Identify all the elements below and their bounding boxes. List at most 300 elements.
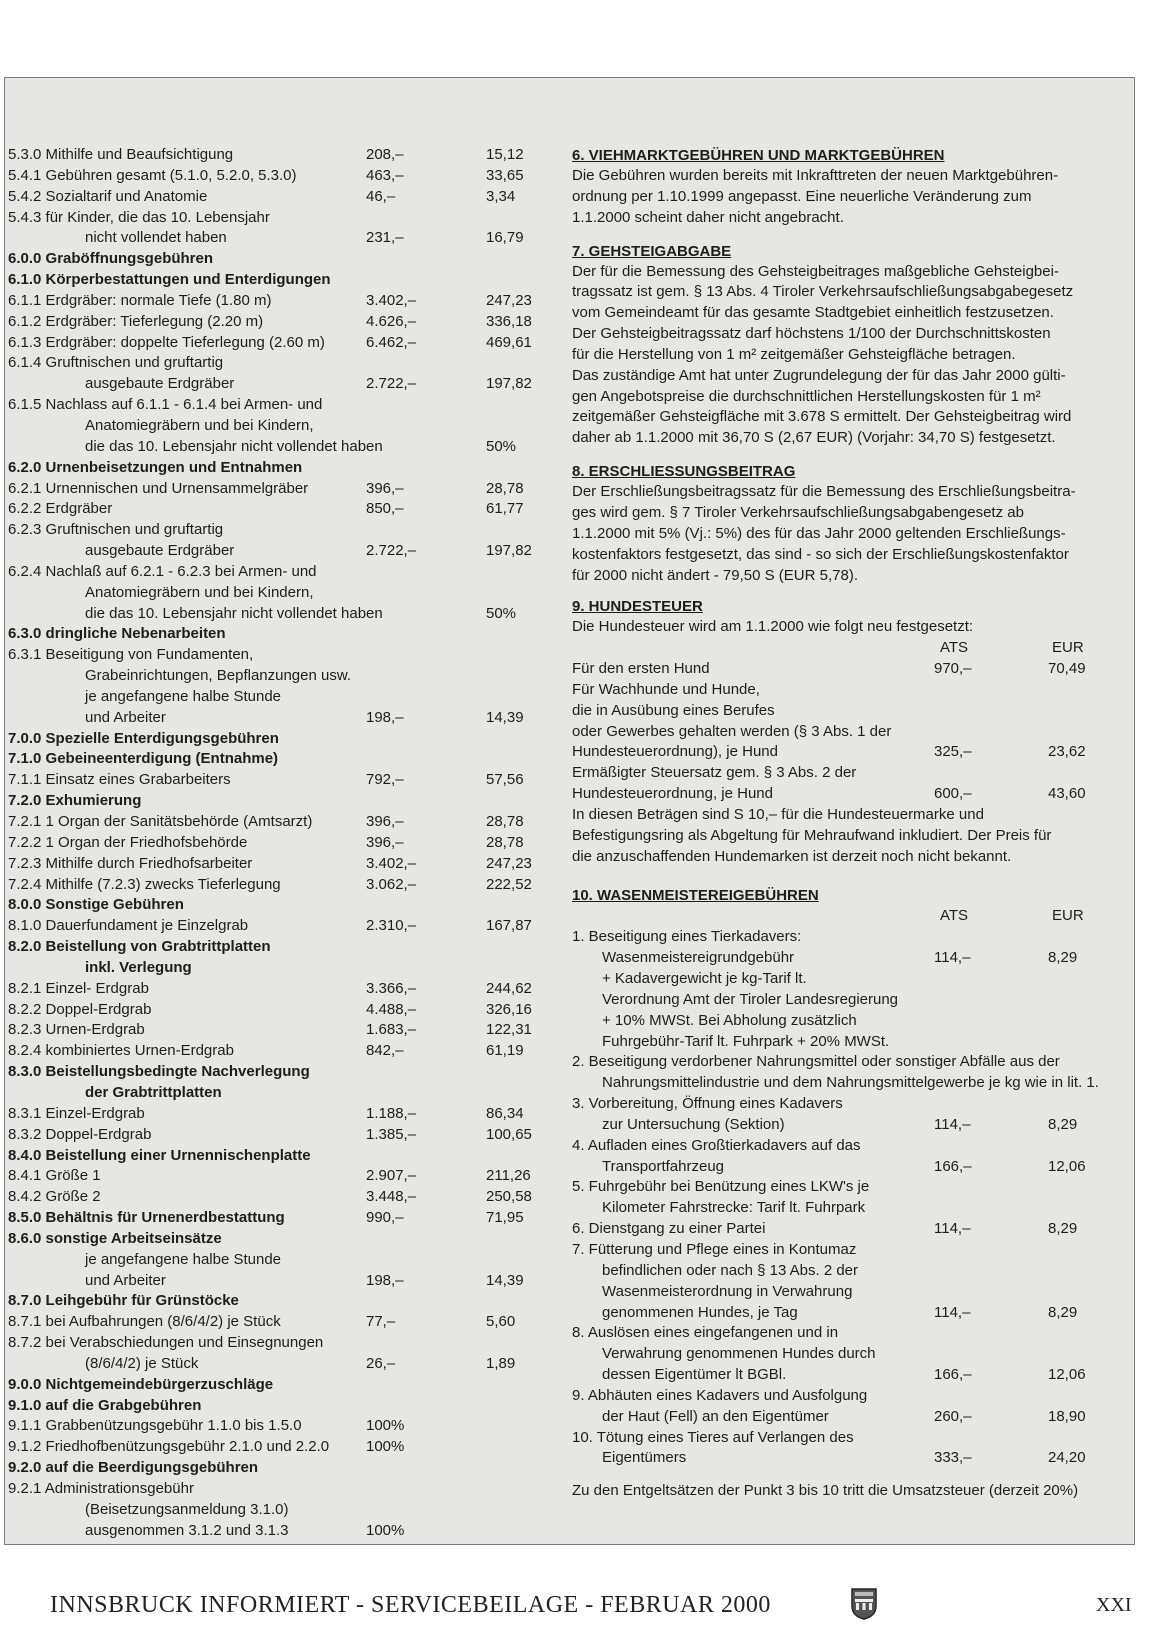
item-description: Verwahrung genommenen Hundes durch <box>602 1345 876 1363</box>
item-description: Für den ersten Hund <box>572 660 710 678</box>
section-8-line: 1.1.2000 mit 5% (Vj.: 5%) des für das Jahr 2000 geltenden Erschließungs- <box>572 524 1066 542</box>
section-7-line: vom Gemeindeamt für das gesamte Stadtgebiet einheitlich festzusetzen. <box>572 304 1054 322</box>
item-description: + 10% MWSt. Bei Abholung zusätzlich <box>602 1011 857 1029</box>
table-row <box>8 937 548 958</box>
item-description: 5.4.2 Sozialtarif und Anatomie <box>8 187 208 205</box>
item-description: je angefangene halbe Stunde <box>85 687 282 705</box>
section-heading-7: 7. GEHSTEIGABGABE <box>572 242 732 260</box>
section-10-footnote: Zu den Entgeltsätzen der Punkt 3 bis 10 tritt die Umsatzsteuer (derzeit 20%) <box>572 1482 1079 1500</box>
amount-ats: 4.488,– <box>366 1000 417 1018</box>
item-description: 6.1.2 Erdgräber: Tieferlegung (2.20 m) <box>8 312 264 330</box>
item-description: 8.6.0 sonstige Arbeitseinsätze <box>8 1229 222 1247</box>
table-row <box>572 1136 1120 1157</box>
item-description: und Arbeiter <box>85 708 166 726</box>
table-row <box>572 1115 1120 1136</box>
table-row <box>572 742 1120 763</box>
col-ats-label: ATS <box>940 907 969 925</box>
table-row <box>8 374 548 395</box>
item-description: befindlichen oder nach § 13 Abs. 2 der <box>602 1261 859 1279</box>
item-description: 8.1.0 Dauerfundament je Einzelgrab <box>8 917 249 935</box>
table-row <box>572 1282 1120 1303</box>
table-row <box>8 1291 548 1312</box>
item-description: ausgenommen 3.1.2 und 3.1.3 <box>85 1521 289 1539</box>
table-row <box>8 1271 548 1292</box>
amount-ats: 198,– <box>366 708 404 726</box>
table-row <box>572 680 1120 701</box>
item-description: 8.3.2 Doppel-Erdgrab <box>8 1125 152 1143</box>
item-description: die das 10. Lebensjahr nicht vollendet haben <box>85 604 383 622</box>
section-8-line: für 2000 nicht ändert - 79,50 S (EUR 5,78). <box>572 566 858 584</box>
amount-ats: 114,– <box>934 1220 971 1238</box>
table-row <box>8 645 548 666</box>
amount-eur: 100,65 <box>486 1125 532 1143</box>
item-description: Verordnung Amt der Tiroler Landesregierung <box>602 990 899 1008</box>
item-description: 9.1.0 auf die Grabgebühren <box>8 1396 202 1414</box>
amount-eur: 336,18 <box>486 312 532 330</box>
item-description: 6.3.1 Beseitigung von Fundamenten, <box>8 646 254 664</box>
item-description: 5.4.1 Gebühren gesamt (5.1.0, 5.2.0, 5.3.0) <box>8 166 297 184</box>
table-row <box>8 1041 548 1062</box>
innsbruck-crest-icon <box>850 1586 878 1620</box>
item-description: 6.0.0 Graböffnungsgebühren <box>8 250 214 268</box>
amount-ats: 792,– <box>366 771 404 789</box>
table-row <box>8 1187 548 1208</box>
item-description: Fuhrgebühr-Tarif lt. Fuhrpark + 20% MWSt. <box>602 1032 890 1050</box>
amount-eur: 28,78 <box>486 833 524 851</box>
amount-ats: 600,– <box>934 785 972 803</box>
item-description: + Kadavergewicht je kg-Tarif lt. <box>602 970 807 987</box>
item-description: Hundesteuerordnung, je Hund <box>572 785 773 803</box>
amount-eur: 61,19 <box>486 1042 524 1060</box>
amount-ats: 1.683,– <box>366 1021 417 1039</box>
table-row <box>8 208 548 229</box>
amount-eur: 197,82 <box>486 375 532 393</box>
table-row <box>8 520 548 541</box>
item-description: Grabeinrichtungen, Bepflanzungen usw. <box>85 667 352 685</box>
amount-ats: 114,– <box>934 1303 971 1321</box>
section-9-note: Befestigungsring als Abgeltung für Mehraufwand inkludiert. Der Preis für <box>572 826 1052 844</box>
item-description: 6.2.2 Erdgräber <box>8 500 113 518</box>
table-row <box>8 228 548 249</box>
amount-eur: 23,62 <box>1048 743 1086 761</box>
table-row <box>572 1407 1120 1428</box>
item-description: 2. Beseitigung verdorbener Nahrungsmittel oder sonstiger Abfälle aus der <box>572 1053 1060 1071</box>
amount-ats: 3.062,– <box>366 875 417 893</box>
amount-eur: 8,29 <box>1048 1220 1078 1238</box>
table-row <box>8 895 548 916</box>
amount-ats: 77,– <box>366 1313 396 1331</box>
item-description: Transportfahrzeug <box>602 1157 725 1175</box>
table-row <box>572 1032 1120 1053</box>
table-row <box>572 1323 1120 1344</box>
table-row <box>8 1521 548 1542</box>
amount-ats: 198,– <box>366 1271 404 1289</box>
section-7-line: gen Angebotspreise die durchschnittlichen Herstellungskosten für 1 m² <box>572 387 1041 405</box>
table-row <box>8 187 548 208</box>
item-description: ausgebaute Erdgräber <box>85 542 235 560</box>
amount-eur: 222,52 <box>486 875 532 893</box>
item-description: 8.4.0 Beistellung einer Urnennischenplatte <box>8 1146 311 1164</box>
amount-ats: 842,– <box>366 1042 404 1060</box>
table-row <box>8 1416 548 1437</box>
table-row <box>572 1094 1120 1115</box>
amount-eur: 3,34 <box>486 187 516 205</box>
item-description: 9.2.0 auf die Beerdigungsgebühren <box>8 1459 259 1477</box>
amount-eur: 33,65 <box>486 166 524 184</box>
amount-eur: 70,49 <box>1048 660 1086 678</box>
item-description: Nahrungsmittelindustrie und dem Nahrungsmittelgewerbe je kg wie in lit. 1. <box>602 1074 1099 1092</box>
amount-ats: 3.402,– <box>366 854 417 872</box>
table-header <box>572 906 1120 927</box>
amount-eur: 5,60 <box>486 1313 516 1331</box>
table-row <box>572 1219 1120 1240</box>
item-description: 6.2.1 Urnennischen und Urnensammelgräber <box>8 479 309 497</box>
item-description: der Grabtrittplatten <box>85 1083 222 1101</box>
item-description: 8.2.4 kombiniertes Urnen-Erdgrab <box>8 1042 234 1060</box>
amount-ats: 990,– <box>366 1209 404 1227</box>
item-description: 8.2.2 Doppel-Erdgrab <box>8 1000 152 1018</box>
item-description: 8.2.0 Beistellung von Grabtrittplatten <box>8 938 271 956</box>
table-row <box>572 1177 1120 1198</box>
amount-ats: 2.907,– <box>366 1167 417 1185</box>
item-description: die in Ausübung eines Berufes <box>572 701 775 719</box>
amount-eur: 250,58 <box>486 1188 532 1206</box>
item-description: 6. Dienstgang zu einer Partei <box>572 1220 766 1238</box>
amount-ats: 396,– <box>366 813 404 830</box>
table-row <box>8 770 548 791</box>
item-description: 9.2.1 Administrationsgebühr <box>8 1480 194 1497</box>
table-row <box>572 1386 1120 1407</box>
amount-ats: 231,– <box>366 229 404 247</box>
item-description: 8.7.2 bei Verabschiedungen und Einsegnungen <box>8 1334 324 1352</box>
table-row <box>8 249 548 270</box>
item-description: 9. Abhäuten eines Kadavers und Ausfolgung <box>572 1386 868 1404</box>
amount-ats: 26,– <box>366 1354 396 1372</box>
amount-eur: 28,78 <box>486 813 524 830</box>
table-row <box>572 659 1120 680</box>
item-description: 7.0.0 Spezielle Enterdigungsgebühren <box>8 729 279 747</box>
amount-eur: 61,77 <box>486 500 524 518</box>
item-description: 8.5.0 Behältnis für Urnenerdbestattung <box>8 1209 285 1227</box>
item-description: 6.3.0 dringliche Nebenarbeiten <box>8 625 226 643</box>
table-row <box>8 270 548 291</box>
section-9-note: In diesen Beträgen sind S 10,– für die Hundesteuermarke und <box>572 805 984 823</box>
table-row <box>8 562 548 583</box>
amount-ats: 3.402,– <box>366 291 417 309</box>
table-row <box>8 708 548 729</box>
item-description: inkl. Verlegung <box>85 958 192 976</box>
item-description: 6.1.4 Gruftnischen und gruftartig <box>8 354 224 372</box>
table-row <box>8 958 548 979</box>
amount-eur: 14,39 <box>486 708 524 726</box>
amount-ats: 166,– <box>934 1157 972 1175</box>
section-heading-9: 9. HUNDESTEUER <box>572 598 703 616</box>
table-row <box>8 291 548 312</box>
amount-eur: 12,06 <box>1048 1157 1086 1175</box>
item-description: 7.2.1 1 Organ der Sanitätsbehörde (Amtsarzt) <box>8 813 313 830</box>
section-7-line: tragssatz ist gem. § 13 Abs. 4 Tiroler Verkehrsaufschließungsabgabegesetz <box>572 283 1074 301</box>
item-description: 6.1.5 Nachlass auf 6.1.1 - 6.1.4 bei Armen- und <box>8 396 323 414</box>
amount-ats: 114,– <box>934 949 971 967</box>
item-description: 8. Auslösen eines eingefangenen und in <box>572 1324 839 1342</box>
amount-eur: 247,23 <box>486 291 532 309</box>
item-description: 8.4.2 Größe 2 <box>8 1188 101 1206</box>
item-description: ausgebaute Erdgräber <box>85 375 235 393</box>
table-row <box>8 1396 548 1417</box>
amount-eur: 18,90 <box>1048 1407 1086 1425</box>
item-description: 1. Beseitigung eines Tierkadavers: <box>572 928 802 946</box>
table-row <box>572 1428 1120 1449</box>
item-description: 6.2.0 Urnenbeisetzungen und Entnahmen <box>8 458 303 476</box>
item-description: 7. Fütterung und Pflege eines in Kontumaz <box>572 1240 857 1258</box>
table-header <box>572 638 1120 659</box>
amount-eur: 50% <box>486 437 517 455</box>
item-description: nicht vollendet haben <box>85 229 227 247</box>
footer-title: INNSBRUCK INFORMIERT - SERVICEBEILAGE - FEBRUAR 2000 <box>50 1592 771 1618</box>
section-6-line: ordnung per 1.10.1999 angepasst. Eine neuerliche Veränderung zum <box>572 187 1032 205</box>
table-row <box>8 624 548 645</box>
table-row <box>8 875 548 896</box>
section-7-line: Der Gehsteigbeitragssatz darf höchstens 1/100 der Durchschnittskosten <box>572 325 1051 343</box>
table-row <box>8 1354 548 1375</box>
item-description: der Haut (Fell) an den Eigentümer <box>602 1407 829 1425</box>
item-description: 6.2.4 Nachlaß auf 6.2.1 - 6.2.3 bei Armen- und <box>8 562 317 580</box>
section-6-line: 1.1.2000 scheint daher nicht angebracht. <box>572 208 844 226</box>
item-description: 9.1.2 Friedhofbenützungsgebühr 2.1.0 und 2.2.0 <box>8 1438 330 1456</box>
amount-ats: 260,– <box>934 1407 972 1425</box>
amount-ats: 850,– <box>366 500 404 518</box>
amount-ats: 463,– <box>366 166 404 184</box>
item-description: 7.2.4 Mithilfe (7.2.3) zwecks Tieferlegung <box>8 875 281 893</box>
item-description: 9.0.0 Nichtgemeindebürgerzuschläge <box>8 1375 274 1393</box>
table-row <box>572 1344 1120 1365</box>
item-description: zur Untersuchung (Sektion) <box>602 1115 785 1133</box>
amount-eur: 244,62 <box>486 979 532 997</box>
item-description: 8.3.0 Beistellungsbedingte Nachverlegung <box>8 1063 310 1081</box>
section-8-line: Der Erschließungsbeitragssatz für die Bemessung des Erschließungsbeitra- <box>572 483 1076 501</box>
item-description: Eigentümers <box>602 1449 687 1467</box>
amount-ats: 3.448,– <box>366 1188 417 1206</box>
table-row <box>8 1375 548 1396</box>
amount-ats: 396,– <box>366 479 404 497</box>
item-description: und Arbeiter <box>85 1271 166 1289</box>
item-description: (8/6/4/2) je Stück <box>85 1354 199 1372</box>
fee-table-left <box>8 145 548 1542</box>
table-row <box>8 166 548 187</box>
amount-ats: 208,– <box>366 146 404 163</box>
table-row <box>572 1365 1120 1386</box>
table-row <box>572 784 1120 805</box>
amount-ats: 46,– <box>366 187 396 205</box>
item-description: 3. Vorbereitung, Öffnung eines Kadavers <box>572 1095 843 1113</box>
table-row <box>8 499 548 520</box>
amount-ats: 2.722,– <box>366 542 417 560</box>
table-row <box>572 1261 1120 1282</box>
item-description: 4. Aufladen eines Großtierkadavers auf das <box>572 1136 861 1154</box>
table-row <box>572 701 1120 722</box>
section-9-note: die anzuschaffenden Hundemarken ist derzeit noch nicht bekannt. <box>572 847 1012 865</box>
section-heading-10: 10. WASENMEISTEREIGEBÜHREN <box>572 887 819 905</box>
amount-ats: 4.626,– <box>366 312 417 330</box>
amount-eur: 247,23 <box>486 854 532 872</box>
item-description: 7.2.2 1 Organ der Friedhofsbehörde <box>8 833 248 851</box>
table-row <box>8 1229 548 1250</box>
amount-ats: 100% <box>366 1521 405 1539</box>
table-row <box>8 1458 548 1479</box>
table-row <box>8 1479 548 1500</box>
amount-eur: 122,31 <box>486 1021 532 1039</box>
amount-ats: 396,– <box>366 833 404 851</box>
section-heading-8: 8. ERSCHLIESSUNGSBEITRAG <box>572 463 796 481</box>
item-description: Ermäßigter Steuersatz gem. § 3 Abs. 2 der <box>572 764 857 782</box>
item-description: Für Wachhunde und Hunde, <box>572 680 760 698</box>
item-description: 8.7.0 Leihgebühr für Grünstöcke <box>8 1292 239 1310</box>
item-description: genommenen Hundes, je Tag <box>602 1303 798 1321</box>
item-description: 6.1.3 Erdgräber: doppelte Tieferlegung (2.60 m) <box>8 333 325 351</box>
amount-eur: 8,29 <box>1048 1115 1078 1133</box>
item-description: 5.4.3 für Kinder, die das 10. Lebensjahr <box>8 208 270 226</box>
table-row <box>8 854 548 875</box>
item-description: (Beisetzungsanmeldung 3.1.0) <box>85 1500 289 1518</box>
item-description: 5. Fuhrgebühr bei Benützung eines LKW's je <box>572 1178 870 1196</box>
table-row <box>572 1011 1120 1032</box>
section-heading-6: 6. VIEHMARKTGEBÜHREN UND MARKTGEBÜHREN <box>572 147 945 164</box>
amount-ats: 2.310,– <box>366 917 417 935</box>
table-row <box>8 145 548 166</box>
table-row <box>8 666 548 687</box>
table-row <box>8 395 548 416</box>
table-row <box>8 833 548 854</box>
amount-eur: 167,87 <box>486 917 532 935</box>
table-row <box>8 791 548 812</box>
table-row <box>8 1062 548 1083</box>
amount-eur: 211,26 <box>486 1167 531 1185</box>
section-9-intro: Die Hundesteuer wird am 1.1.2000 wie folgt neu festgesetzt: <box>572 618 974 636</box>
amount-eur: 326,16 <box>486 1000 532 1018</box>
table-row <box>8 1250 548 1271</box>
item-description: 8.0.0 Sonstige Gebühren <box>8 896 184 914</box>
item-description: Kilometer Fahrstrecke: Tarif lt. Fuhrpark <box>602 1199 866 1217</box>
section-7-line: Das zuständige Amt hat unter Zugrundelegung der für das Jahr 2000 gülti- <box>572 366 1066 384</box>
amount-eur: 71,95 <box>486 1209 524 1227</box>
amount-ats: 1.385,– <box>366 1125 417 1143</box>
amount-eur: 14,39 <box>486 1271 524 1289</box>
amount-ats: 3.366,– <box>366 979 417 997</box>
item-description: 7.2.0 Exhumierung <box>8 792 142 810</box>
item-description: 7.1.1 Einsatz eines Grabarbeiters <box>8 771 231 789</box>
item-description: 6.1.1 Erdgräber: normale Tiefe (1.80 m) <box>8 291 272 309</box>
section-6-line: Die Gebühren wurden bereits mit Inkrafttreten der neuen Marktgebühren- <box>572 167 1059 184</box>
amount-eur: 8,29 <box>1048 1303 1078 1321</box>
table-row <box>8 541 548 562</box>
item-description: Wasenmeisterordnung in Verwahrung <box>602 1282 853 1300</box>
table-row <box>8 583 548 604</box>
amount-eur: 43,60 <box>1048 785 1086 803</box>
table-row <box>8 729 548 750</box>
item-description: 8.7.1 bei Aufbahrungen (8/6/4/2) je Stück <box>8 1313 281 1331</box>
item-description: Hundesteuerordnung), je Hund <box>572 743 778 761</box>
item-description: 9.1.1 Grabbenützungsgebühr 1.1.0 bis 1.5.0 <box>8 1417 302 1435</box>
table-row <box>572 1052 1120 1073</box>
amount-ats: 100% <box>366 1438 405 1456</box>
table-row <box>8 1125 548 1146</box>
table-row <box>8 1146 548 1167</box>
section-7-line: zeitgemäßer Gehsteigfläche mit 3.678 S ermittelt. Der Gehsteigbeitrag wird <box>572 408 1072 426</box>
col-eur-label: EUR <box>1052 907 1084 925</box>
table-row <box>572 948 1120 969</box>
table-row <box>8 333 548 354</box>
item-description: Anatomiegräbern und bei Kindern, <box>85 416 314 434</box>
section-8-line: kostenfaktors festgesetzt, das sind - so sich der Erschließungskostenfaktor <box>572 545 1069 563</box>
amount-eur: 1,89 <box>486 1354 516 1372</box>
table-row <box>572 1303 1120 1324</box>
amount-ats: 100% <box>366 1417 405 1435</box>
item-description: 6.2.3 Gruftnischen und gruftartig <box>8 521 224 539</box>
table-row <box>8 604 548 625</box>
item-description: 6.1.0 Körperbestattungen und Enterdigungen <box>8 271 331 289</box>
amount-ats: 6.462,– <box>366 333 417 351</box>
item-description: dessen Eigentümer lt BGBl. <box>602 1366 787 1384</box>
item-description: 8.2.3 Urnen-Erdgrab <box>8 1021 145 1039</box>
table-row <box>8 416 548 437</box>
amount-ats: 166,– <box>934 1366 972 1384</box>
table-row <box>8 749 548 770</box>
table-row <box>572 763 1120 784</box>
amount-ats: 1.188,– <box>366 1104 417 1122</box>
table-row <box>8 479 548 500</box>
table-row <box>8 1312 548 1333</box>
item-description: 8.3.1 Einzel-Erdgrab <box>8 1104 145 1122</box>
item-description: 7.1.0 Gebeineenterdigung (Entnahme) <box>8 750 279 768</box>
table-row <box>8 1437 548 1458</box>
item-description: Anatomiegräbern und bei Kindern, <box>85 583 314 601</box>
table-row <box>8 812 548 833</box>
section-7-line: daher ab 1.1.2000 mit 36,70 S (2,67 EUR) (Vorjahr: 34,70 S) festgesetzt. <box>572 429 1056 447</box>
table-row <box>572 1448 1120 1469</box>
table-row <box>8 437 548 458</box>
item-description: oder Gewerbes gehalten werden (§ 3 Abs. 1 der <box>572 722 892 740</box>
page-number: XXI <box>1096 1594 1132 1616</box>
amount-eur: 469,61 <box>486 333 532 351</box>
amount-ats: 114,– <box>934 1115 971 1133</box>
amount-eur: 16,79 <box>486 229 524 247</box>
table-row <box>572 969 1120 990</box>
amount-eur: 15,12 <box>486 146 524 163</box>
table-row <box>572 990 1120 1011</box>
table-row <box>8 1208 548 1229</box>
amount-eur: 24,20 <box>1048 1449 1086 1467</box>
table-row <box>572 1073 1120 1094</box>
table-row <box>8 353 548 374</box>
amount-eur: 50% <box>486 604 517 622</box>
amount-ats: 2.722,– <box>366 375 417 393</box>
table-row <box>8 1333 548 1354</box>
table-row <box>8 458 548 479</box>
item-description: 8.2.1 Einzel- Erdgrab <box>8 979 149 997</box>
item-description: 10. Tötung eines Tieres auf Verlangen des <box>572 1428 854 1446</box>
item-description: je angefangene halbe Stunde <box>85 1250 282 1268</box>
amount-eur: 12,06 <box>1048 1366 1086 1384</box>
fee-sections-right <box>572 145 1120 1502</box>
table-row <box>8 312 548 333</box>
table-row <box>8 1166 548 1187</box>
item-description: 5.3.0 Mithilfe und Beaufsichtigung <box>8 146 234 163</box>
table-row <box>8 1104 548 1125</box>
table-row <box>8 1000 548 1021</box>
item-description: 7.2.3 Mithilfe durch Friedhofsarbeiter <box>8 854 253 872</box>
table-row <box>572 1198 1120 1219</box>
table-row <box>8 916 548 937</box>
